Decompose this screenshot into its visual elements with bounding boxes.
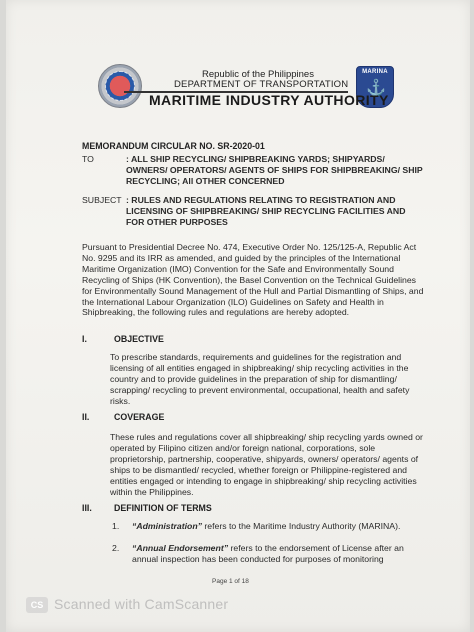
agency-title: MARITIME INDUSTRY AUTHORITY (149, 92, 389, 108)
objective-paragraph: To prescribe standards, requirements and guidelines for the registration and licensing of all entities engaged in shipbreaking/ ship recycling activities in the country and to provide guidelines in the preparation of ship for dismantling/ scrapping/ recycling to prevent environmental, occupational, health and safety risks. (110, 352, 410, 406)
definition-text: refers to the Maritime Industry Authority (MARINA). (201, 521, 401, 531)
memo-title: MEMORANDUM CIRCULAR NO. SR-2020-01 (82, 141, 265, 151)
definition-term: “Administration” (132, 521, 202, 531)
definition-term: “Annual Endorsement” (132, 543, 229, 553)
department-line: DEPARTMENT OF TRANSPORTATION (174, 79, 349, 90)
marina-logo-text: MARINA (362, 69, 388, 75)
to-recipients: : ALL SHIP RECYCLING/ SHIPBREAKING YARDS; SHIPYARDS/ OWNERS/ OPERATORS/ AGENTS OF SHIPS FOR SHIPBREAKING/ SHIP RECYCLING; All OTHER CONCERNED (126, 154, 423, 186)
intro-paragraph: Pursuant to Presidential Decree No. 474, Executive Order No. 125/125-A, Republic Act No. 9295 and its IRR as amended, and guided by the principles of the International Maritime Organization (IMO) Convention for the Safe and Environmentally Sound Recycling of Ships (HK Convention), the Basel Convention on the Technical Guidelines for Environmentally Sound Management of the Hull and Partial Dismantling of Ships, and the International Labour Organization (ILO) Guidelines on Safety and Health in Shipbreaking, the following rules and regulations are hereby adopted. (82, 242, 424, 318)
section-number-definitions: III. (82, 503, 92, 513)
republic-line: Republic of the Philippines (202, 69, 314, 80)
section-title-definitions: DEFINITION OF TERMS (114, 503, 212, 513)
to-label: TO (82, 154, 94, 164)
marina-logo-icon: MARINA ⚓ (356, 66, 394, 108)
subject-text: : RULES AND REGULATIONS RELATING TO REGISTRATION AND LICENSING OF SHIPBREAKING/ SHIP RECYCLING FACILITIES AND FOR OTHER PURPOSES (126, 195, 406, 227)
definition-text: refers to the endorsement of License after an annual inspection has been conducted for purposes of monitoring (132, 543, 404, 564)
dotr-seal-icon (98, 64, 142, 108)
document-page (6, 0, 470, 632)
page-number: Page 1 of 18 (212, 578, 249, 585)
section-title-objective: OBJECTIVE (114, 334, 164, 344)
section-number-coverage: II. (82, 412, 90, 422)
section-number-objective: I. (82, 334, 87, 344)
subject-label: SUBJECT (82, 195, 122, 205)
definition-number: 1. (112, 521, 120, 531)
coverage-paragraph: These rules and regulations cover all shipbreaking/ ship recycling yards owned or operated by Filipino citizen and/or foreign national, corporations, sole proprietorship, partnership, cooperative, shipyards, owners/ operators/ agents of ships to be dismantled/ recycled, whether foreign or Philippine-registered and entities engaged or intending to engage in shipbreaking/ ship recycling activities within the Philippines. (110, 432, 423, 497)
definition-number: 2. (112, 543, 120, 553)
definition-item (132, 521, 426, 532)
definition-item (132, 543, 426, 565)
scanner-watermark: Scanned with CamScanner (54, 596, 229, 612)
section-title-coverage: COVERAGE (114, 412, 165, 422)
camscanner-logo-icon: CS (26, 597, 48, 613)
